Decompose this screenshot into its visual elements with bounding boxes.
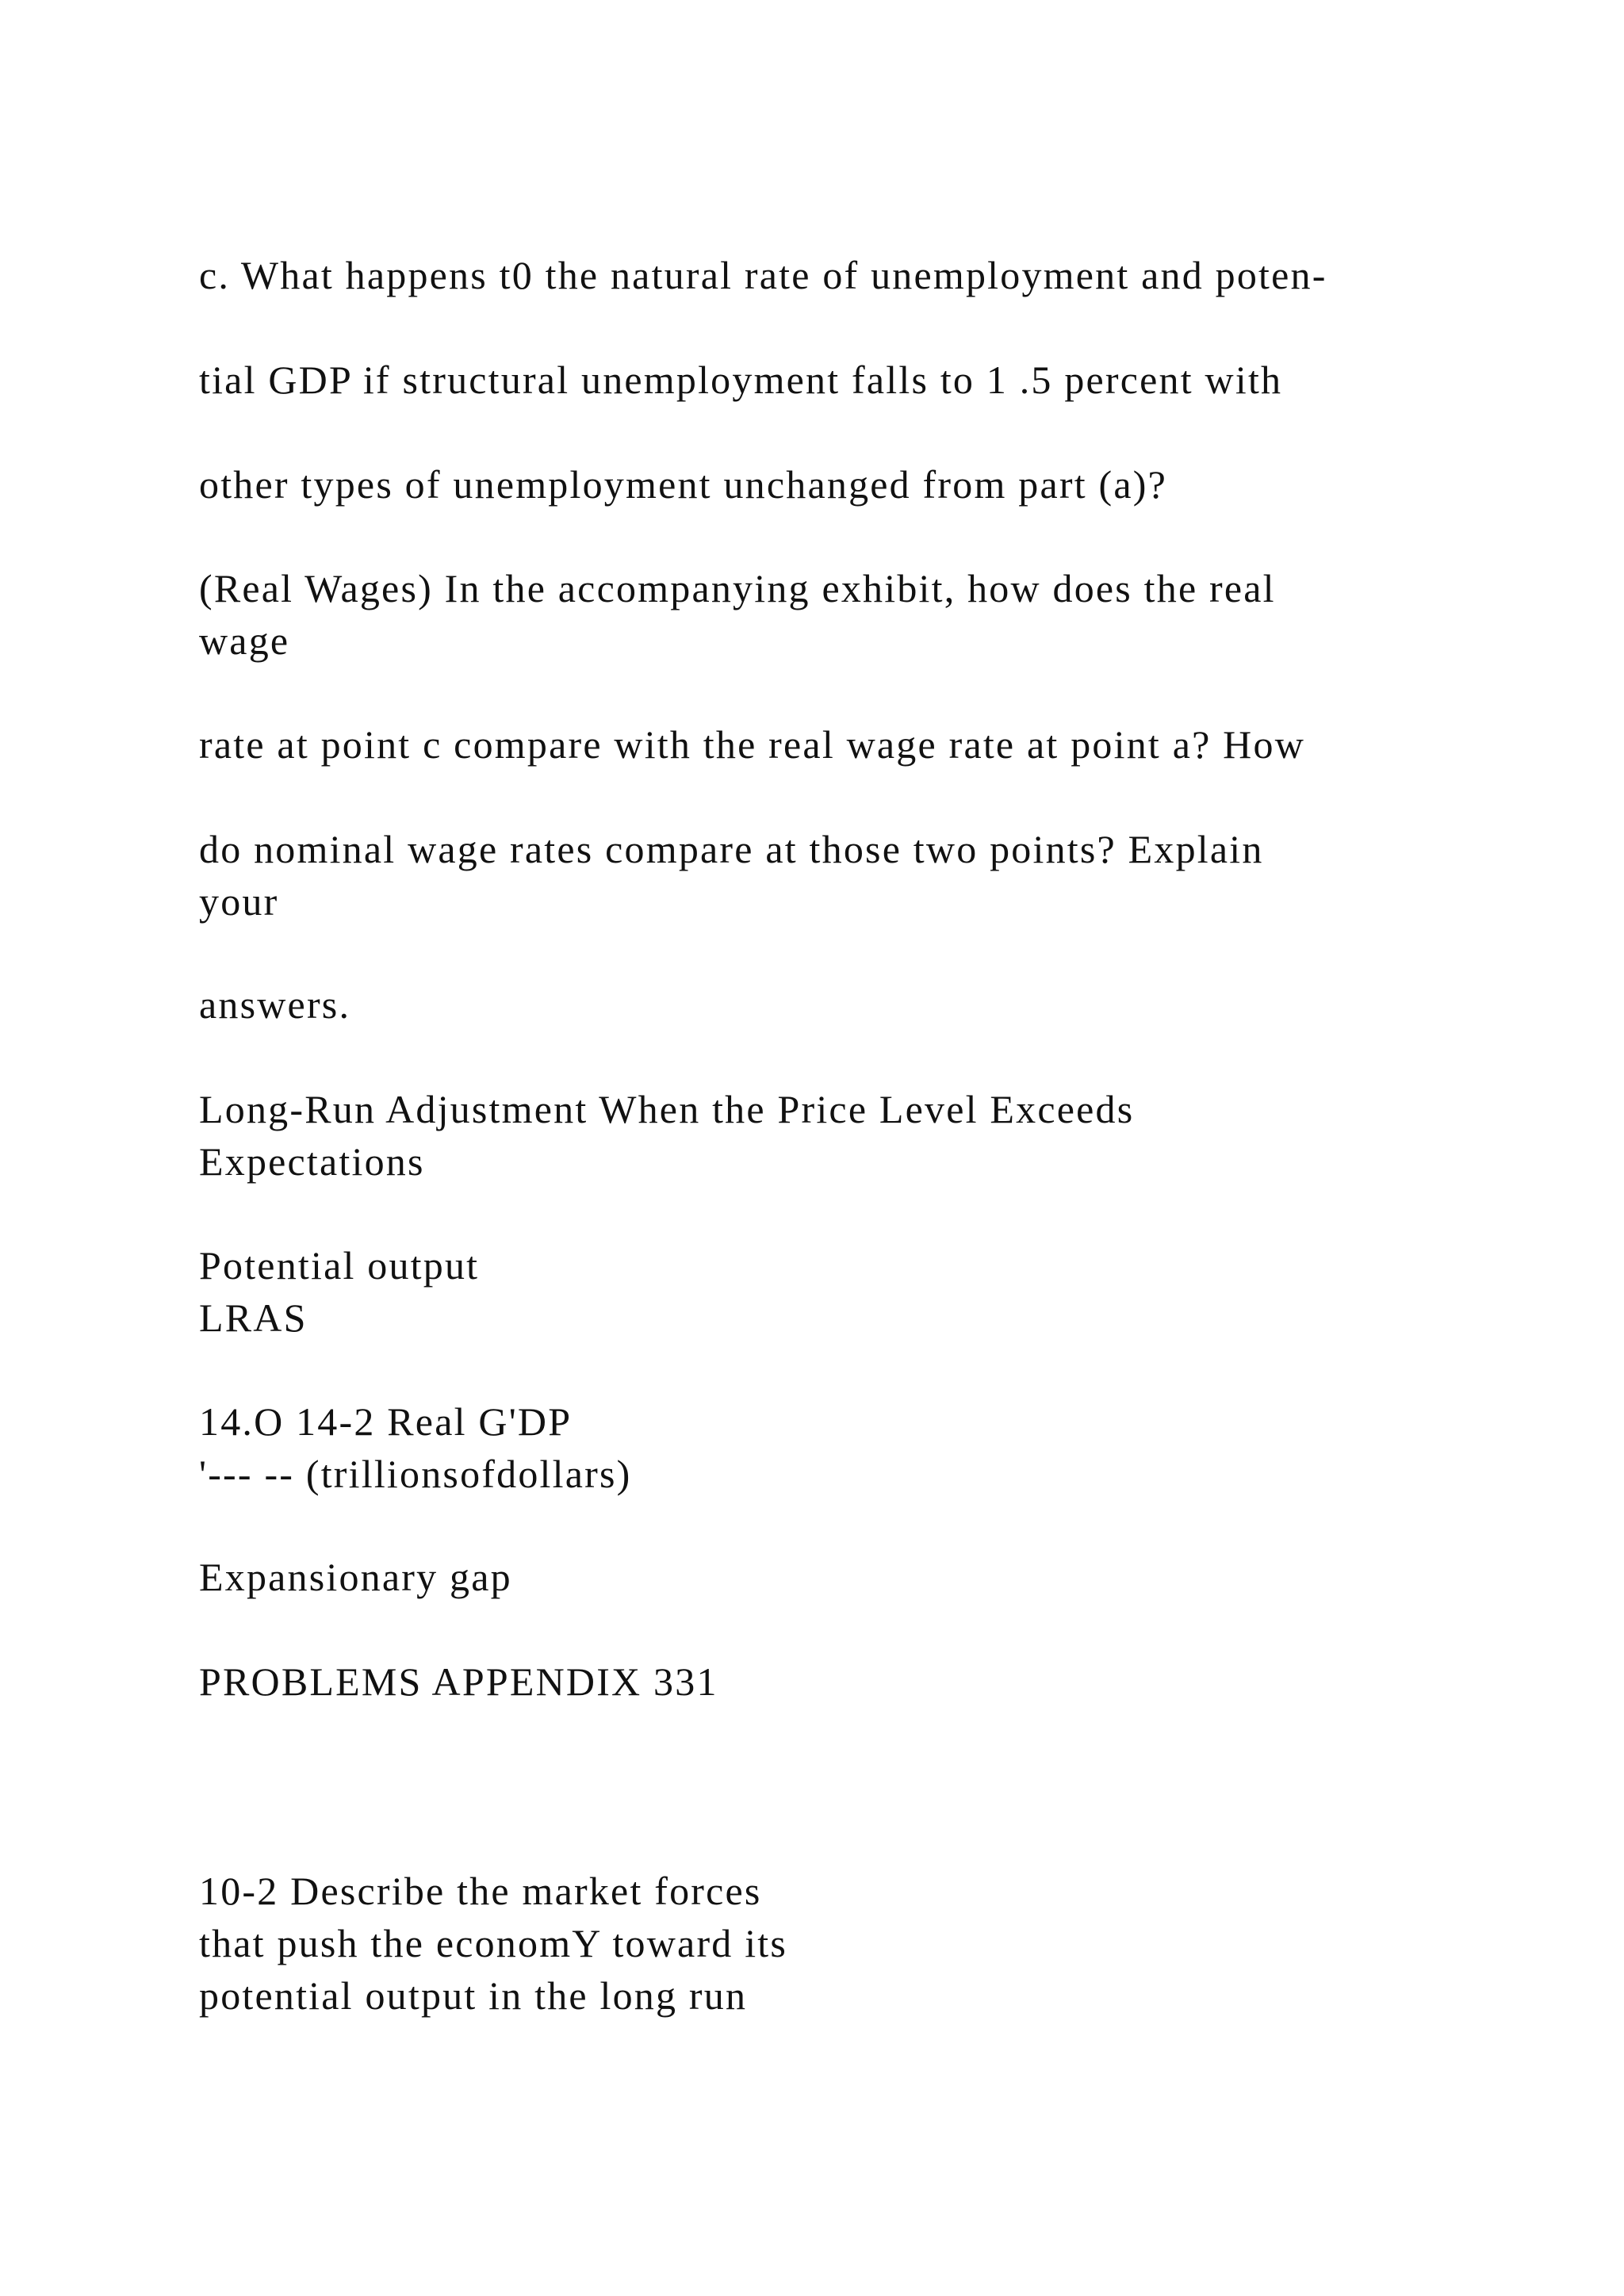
paragraph-question-c-continued bbox=[199, 354, 1507, 406]
text-line: that push the economY toward its bbox=[199, 1921, 788, 1965]
paragraph-question-c bbox=[199, 249, 1507, 301]
text-line: Long-Run Adjustment When the Price Level Exceeds bbox=[199, 1087, 1135, 1131]
text-line: answers. bbox=[199, 982, 351, 1027]
text-line: Potential output bbox=[199, 1243, 480, 1288]
paragraph-potential-output bbox=[199, 1239, 1507, 1344]
text-line: rate at point c compare with the real wage rate at point a? How bbox=[199, 722, 1305, 767]
text-line: 14.O 14-2 Real G'DP bbox=[199, 1399, 573, 1444]
text-line: 10-2 Describe the market forces bbox=[199, 1869, 762, 1913]
paragraph-real-gdp-axis bbox=[199, 1395, 1507, 1500]
paragraph-answers bbox=[199, 978, 1507, 1031]
text-line: do nominal wage rates compare at those two points? Explain bbox=[199, 827, 1264, 871]
text-line: '--- -- (trillionsofdollars) bbox=[199, 1452, 632, 1496]
paragraph-nominal-wages bbox=[199, 823, 1507, 928]
paragraph-real-wages bbox=[199, 562, 1507, 667]
paragraph-question-c-end bbox=[199, 458, 1507, 511]
text-line: potential output in the long run bbox=[199, 1973, 748, 2018]
text-line: wage bbox=[199, 618, 290, 663]
text-line: your bbox=[199, 879, 279, 924]
text-line: Expansionary gap bbox=[199, 1555, 512, 1599]
text-line: Expectations bbox=[199, 1139, 425, 1184]
text-line: PROBLEMS APPENDIX 331 bbox=[199, 1659, 718, 1704]
paragraph-problems-appendix bbox=[199, 1655, 1507, 1708]
text-line: other types of unemployment unchanged from part (a)? bbox=[199, 462, 1167, 507]
text-line: tial GDP if structural unemployment falls to 1 .5 percent with bbox=[199, 358, 1283, 402]
text-line: c. What happens t0 the natural rate of unemployment and poten- bbox=[199, 253, 1327, 297]
paragraph-exhibit-title bbox=[199, 1083, 1507, 1188]
paragraph-question-10-2 bbox=[199, 1865, 1507, 2022]
text-line: (Real Wages) In the accompanying exhibit, how does the real bbox=[199, 566, 1276, 610]
paragraph-real-wages-continued bbox=[199, 718, 1507, 771]
paragraph-expansionary-gap bbox=[199, 1551, 1507, 1603]
text-line: LRAS bbox=[199, 1295, 308, 1340]
